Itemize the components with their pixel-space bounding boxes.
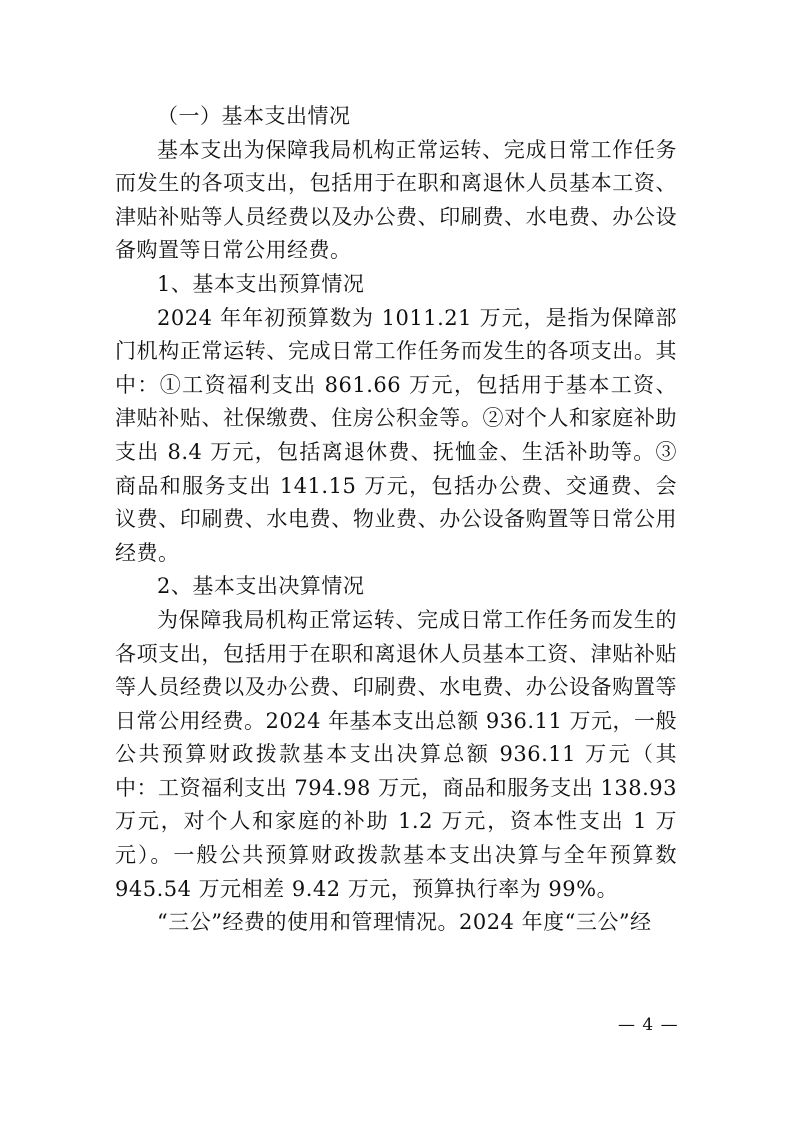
section-heading-basic-expenditure: （一）基本支出情况 — [157, 104, 351, 128]
paragraph-budget-details: 2024 年年初预算数为 1011.21 万元，是指为保障部门机构正常运转、完成日常工作任务而发生的各项支出。其中：①工资福利支出 861.66 万元，包括用于基本工资、津贴补贴、社保缴费、住房公积金等。②对个人和家庭补助支出 8.4 万元，包括离退休费、抚恤金、生活补助等。③商品和服务支出 141.15 万元，包括办公费、交通费、会议费、印刷费、水电费、物业费、办公设备购置等日常公用经费。 — [115, 305, 677, 565]
page-number: — 4 — — [618, 1015, 679, 1035]
subheading-final-accounts: 2、基本支出决算情况 — [157, 574, 365, 599]
subheading-budget: 1、基本支出预算情况 — [157, 271, 365, 296]
document-body — [115, 100, 677, 940]
paragraph-three-public-expenses: “三公”经费的使用和管理情况。2024 年度“三公”经 — [157, 910, 652, 935]
paragraph-final-accounts-details: 为保障我局机构正常运转、完成日常工作任务而发生的各项支出，包括用于在职和离退休人员基本工资、津贴补贴等人员经费以及办公费、印刷费、水电费、办公设备购置等日常公用经费。2024 年基本支出总额 936.11 万元，一般公共预算财政拨款基本支出决算总额 936.11 万元（其中：工资福利支出 794.98 万元，商品和服务支出 138.93 万元，对个人和家庭的补助 1.2 万元，资本性支出 1 万元）。一般公共预算财政拨款基本支出决算与全年预算数 945.54 万元相差 9.42 万元，预算执行率为 99%。 — [115, 607, 677, 901]
paragraph-basic-expenditure-definition: 基本支出为保障我局机构正常运转、完成日常工作任务而发生的各项支出，包括用于在职和离退休人员基本工资、津贴补贴等人员经费以及办公费、印刷费、水电费、办公设备购置等日常公用经费。 — [115, 137, 677, 263]
